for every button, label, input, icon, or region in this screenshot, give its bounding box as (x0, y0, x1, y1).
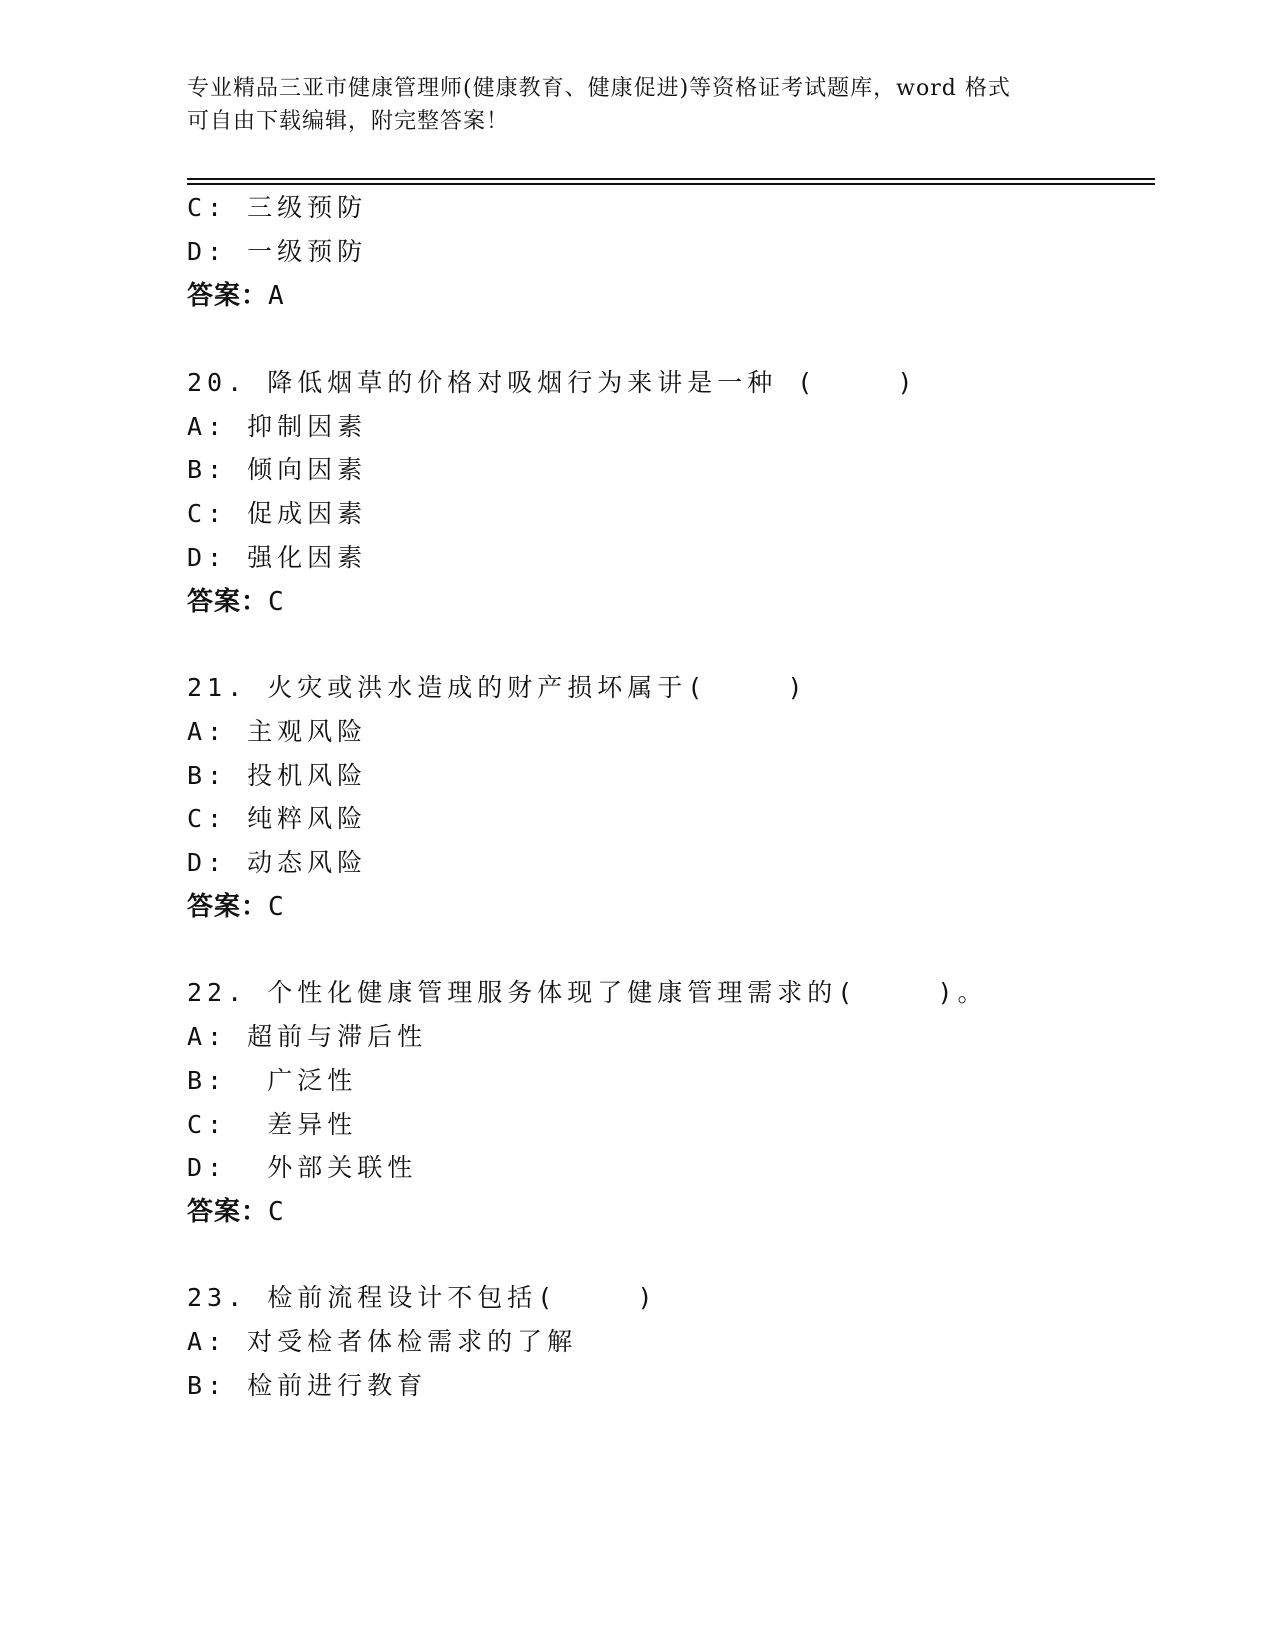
answer-line (187, 276, 285, 316)
option-a: A: 主观风险 (187, 717, 368, 746)
option-a: A: 抑制因素 (187, 412, 368, 441)
option-d: D: 动态风险 (187, 848, 368, 877)
option-d: D: 一级预防 (187, 237, 368, 266)
answer-label: 答案： (187, 1197, 269, 1227)
answer-label: 答案： (187, 892, 269, 922)
question-20: 20. 降低烟草的价格对吸烟行为来讲是一种 ( ) (187, 368, 918, 397)
option-a: A: 对受检者体检需求的了解 (187, 1327, 578, 1356)
answer-value: C (268, 892, 285, 922)
answer-value: C (268, 587, 285, 617)
answer-line (187, 1192, 285, 1232)
question-22: 22. 个性化健康管理服务体现了健康管理需求的( )。 (187, 978, 988, 1007)
question-21: 21. 火灾或洪水造成的财产损坏属于( ) (187, 673, 808, 702)
option-a: A: 超前与滞后性 (187, 1022, 428, 1051)
answer-value: C (268, 1197, 285, 1227)
option-d: D: 强化因素 (187, 543, 368, 572)
header-divider-top (187, 178, 1155, 180)
document-header (187, 72, 1087, 138)
option-d: D: 外部关联性 (187, 1153, 418, 1182)
header-line-2: 可自由下载编辑，附完整答案！ (187, 109, 510, 134)
option-c: C: 三级预防 (187, 193, 368, 222)
option-c: C: 促成因素 (187, 499, 368, 528)
option-c: C: 纯粹风险 (187, 804, 368, 833)
header-line-1: 专业精品三亚市健康管理师(健康教育、健康促进)等资格证考试题库，word 格式 (187, 76, 1011, 101)
option-b: B: 广泛性 (187, 1066, 358, 1095)
answer-value: A (268, 281, 285, 311)
question-23: 23. 检前流程设计不包括( ) (187, 1283, 658, 1312)
option-b: B: 倾向因素 (187, 455, 368, 484)
option-b: B: 检前进行教育 (187, 1371, 428, 1400)
answer-line (187, 887, 285, 927)
answer-label: 答案： (187, 281, 269, 311)
option-b: B: 投机风险 (187, 761, 368, 790)
option-c: C: 差异性 (187, 1110, 358, 1139)
header-divider-bottom (187, 183, 1155, 185)
answer-label: 答案： (187, 587, 269, 617)
answer-line (187, 582, 285, 622)
